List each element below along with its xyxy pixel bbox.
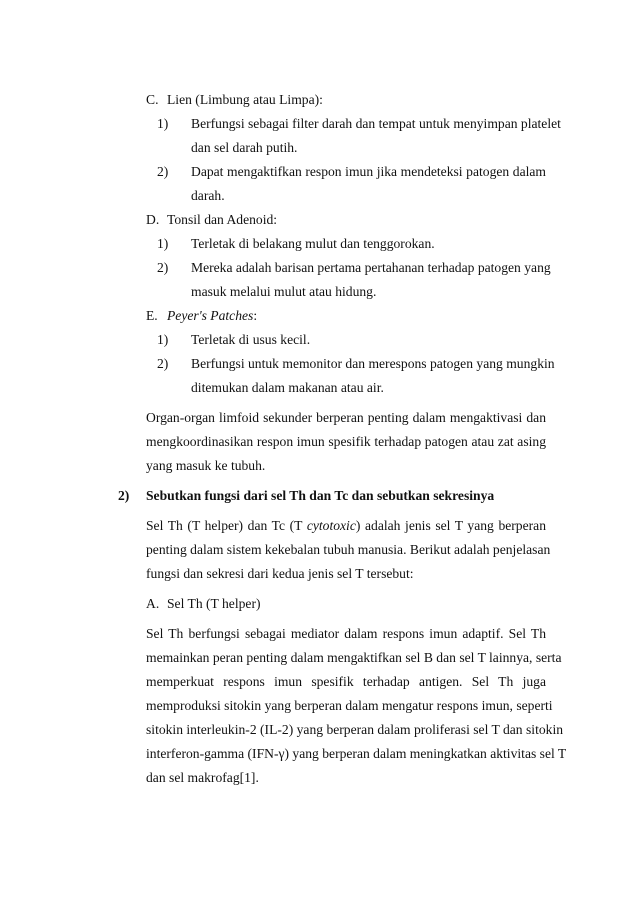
section-a-title: Sel Th (T helper) [167, 596, 261, 611]
section-c-item-1-marker: 1) [157, 116, 169, 131]
section-e-item-2-marker: 2) [157, 356, 169, 371]
intro-line-3: fungsi dan sekresi dari kedua jenis sel T tersebut: [146, 566, 414, 581]
section-a-marker: A. [146, 596, 160, 611]
th-paragraph-line-5: sitokin interleukin-2 (IL-2) yang berperan dalam proliferasi sel T dan sitokin [146, 722, 564, 737]
intro-line-1 [146, 518, 546, 534]
section-e-title-italic: Peyer's Patches [167, 308, 254, 323]
section-c-item-2-line-2: darah. [191, 188, 225, 203]
summary-line-1: Organ-organ limfoid sekunder berperan penting dalam mengaktivasi dan [146, 410, 546, 425]
section-d-item-2-line-1: Mereka adalah barisan pertama pertahanan terhadap patogen yang [191, 260, 551, 275]
section-d-marker: D. [146, 212, 160, 227]
intro-line-2: penting dalam sistem kekebalan tubuh manusia. Berikut adalah penjelasan [146, 542, 551, 557]
summary-line-3: yang masuk ke tubuh. [146, 458, 266, 473]
summary-line-2: mengkoordinasikan respon imun spesifik terhadap patogen atau zat asing [146, 434, 546, 449]
section-d-item-2-marker: 2) [157, 260, 169, 275]
section-d-item-1-line-1: Terletak di belakang mulut dan tenggorokan. [191, 236, 435, 251]
section-e-item-1-line-1: Terletak di usus kecil. [191, 332, 311, 347]
section-e-title-suffix: : [253, 308, 258, 323]
section-c-marker: C. [146, 92, 159, 107]
question-2-heading: Sebutkan fungsi dari sel Th dan Tc dan sebutkan sekresinya [146, 488, 495, 503]
section-d-item-1-marker: 1) [157, 236, 169, 251]
section-c-item-2-marker: 2) [157, 164, 169, 179]
section-e-item-1-marker: 1) [157, 332, 169, 347]
th-paragraph-line-4: memproduksi sitokin yang berperan dalam mengatur respons imun, seperti [146, 698, 553, 713]
section-e-item-2-line-1: Berfungsi untuk memonitor dan merespons patogen yang mungkin [191, 356, 555, 371]
section-e-item-2-line-2: ditemukan dalam makanan atau air. [191, 380, 384, 395]
intro-line-1-italic: cytotoxic [306, 518, 356, 533]
section-e-marker: E. [146, 308, 158, 323]
th-paragraph-line-6: interferon-gamma (IFN-γ) yang berperan dalam meningkatkan aktivitas sel T [146, 746, 567, 761]
th-paragraph-line-7: dan sel makrofag[1]. [146, 770, 259, 785]
intro-line-1-part-a: Sel Th (T helper) dan Tc (T [146, 518, 307, 533]
th-paragraph-line-3: memperkuat respons imun spesifik terhadap antigen. Sel Th juga [146, 674, 546, 689]
section-c-item-2-line-1: Dapat mengaktifkan respon imun jika mendeteksi patogen dalam [191, 164, 546, 179]
section-c-item-1-line-2: dan sel darah putih. [191, 140, 298, 155]
question-2-marker: 2) [118, 488, 130, 503]
section-e-title [167, 308, 257, 324]
section-c-item-1-line-1: Berfungsi sebagai filter darah dan tempat untuk menyimpan platelet [191, 116, 561, 131]
th-paragraph-line-1: Sel Th berfungsi sebagai mediator dalam respons imun adaptif. Sel Th [146, 626, 546, 641]
section-c-title: Lien (Limbung atau Limpa): [167, 92, 323, 107]
intro-line-1-part-b: ) adalah jenis sel T yang berperan [355, 518, 546, 533]
th-paragraph-line-2: memainkan peran penting dalam mengaktifkan sel B dan sel T lainnya, serta [146, 650, 562, 665]
section-d-item-2-line-2: masuk melalui mulut atau hidung. [191, 284, 377, 299]
section-d-title: Tonsil dan Adenoid: [167, 212, 278, 227]
